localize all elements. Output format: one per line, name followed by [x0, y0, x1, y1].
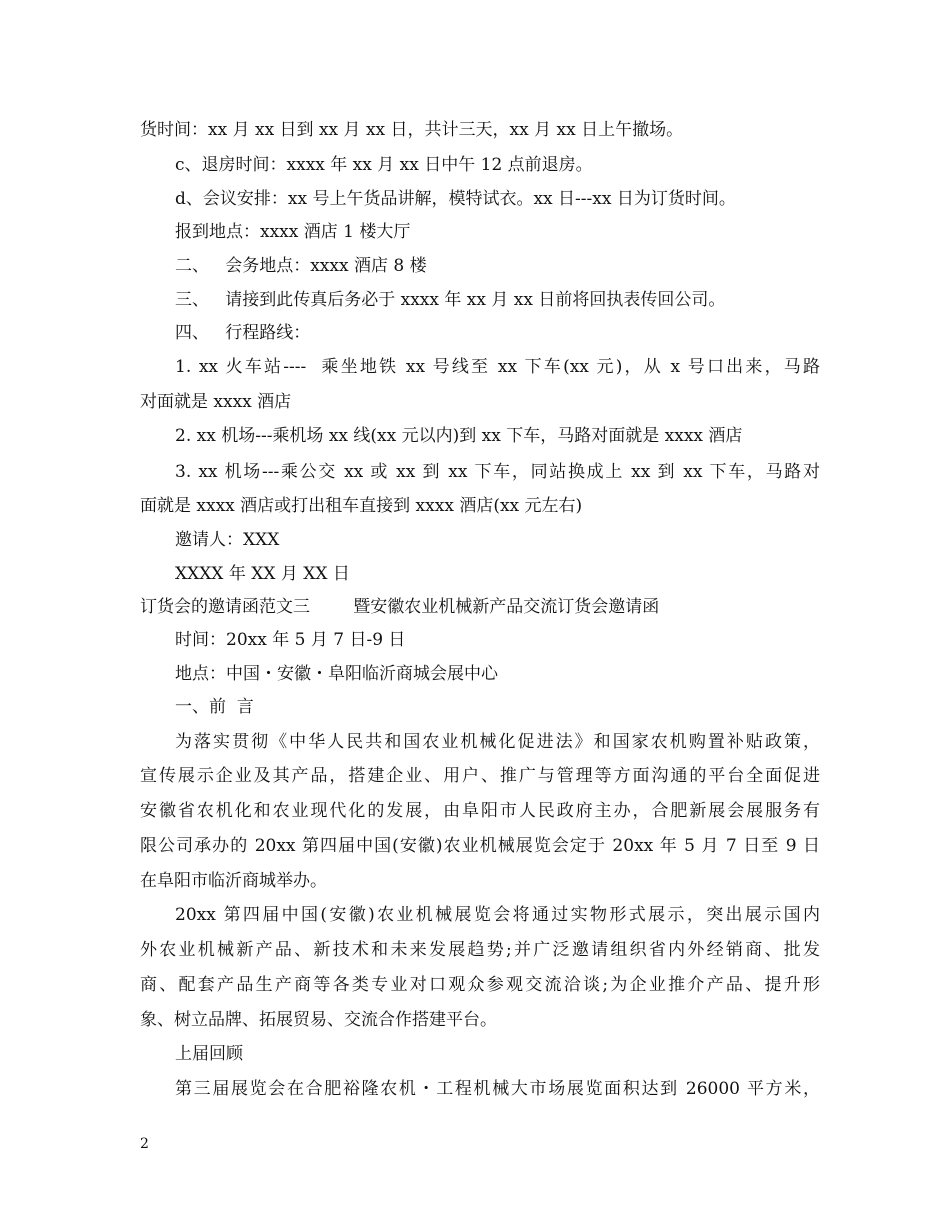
text-line: 宣传展示企业及其产品，搭建企业、用户、推广与管理等方面沟通的平台全面促进: [140, 766, 820, 786]
section-title: 订货会的邀请函范文三 暨安徽农业机械新产品交流订货会邀请函: [140, 597, 660, 617]
text-line: 地点：中国・安徽・阜阳临沂商城会展中心: [175, 664, 498, 684]
text-line: 限公司承办的 20xx 第四届中国(安徽)农业机械展览会定于 20xx 年 5 月 7 日至 9 日: [140, 836, 820, 856]
text-line: 第三届展览会在合肥裕隆农机・工程机械大市场展览面积达到 26000 平方米，: [175, 1079, 820, 1099]
text-line: 面就是 xxxx 酒店或打出租车直接到 xxxx 酒店(xx 元左右): [140, 496, 583, 516]
text-line: 邀请人：XXX: [175, 530, 280, 550]
text-line: 二、 会务地点：xxxx 酒店 8 楼: [175, 256, 427, 276]
text-line: c、退房时间：xxxx 年 xx 月 xx 日中午 12 点前退房。: [175, 155, 593, 175]
text-line: 外农业机械新产品、新技术和未来发展趋势;并广泛邀请组织省内外经销商、批发: [140, 940, 820, 960]
page-number: 2: [140, 1136, 149, 1152]
text-line: 时间：20xx 年 5 月 7 日-9 日: [175, 630, 406, 650]
text-line: 三、 请接到此传真后务必于 xxxx 年 xx 月 xx 日前将回执表传回公司。: [175, 290, 726, 310]
text-line: 货时间：xx 月 xx 日到 xx 月 xx 日，共计三天，xx 月 xx 日上午撤场。: [140, 120, 684, 140]
text-line: 为落实贯彻《中华人民共和国农业机械化促进法》和国家农机购置补贴政策，: [175, 732, 820, 752]
text-line: 四、 行程路线：: [175, 323, 311, 343]
text-line: 1. xx 火车站---- 乘坐地铁 xx 号线至 xx 下车(xx 元)，从 x 号口出来，马路: [175, 357, 820, 377]
text-line: 3. xx 机场---乘公交 xx 或 xx 到 xx 下车，同站换成上 xx 到 xx 下车，马路对: [175, 462, 820, 482]
text-line: d、会议安排：xx 号上午货品讲解，模特试衣。xx 日---xx 日为订货时间。: [175, 189, 736, 209]
text-line: 商、配套产品生产商等各类专业对口观众参观交流洽谈;为企业推介产品、提升形: [140, 975, 820, 995]
text-line: 安徽省农机化和农业现代化的发展，由阜阳市人民政府主办，合肥新展会展服务有: [140, 801, 820, 821]
text-line: XXXX 年 XX 月 XX 日: [175, 564, 350, 584]
text-line: 一、前 言: [175, 697, 254, 717]
text-line: 象、树立品牌、拓展贸易、交流合作搭建平台。: [140, 1010, 497, 1030]
text-line: 对面就是 xxxx 酒店: [140, 392, 292, 412]
text-line: 报到地点：xxxx 酒店 1 楼大厅: [175, 222, 411, 242]
text-line: 上届回顾: [175, 1044, 243, 1064]
text-line: 2. xx 机场---乘机场 xx 线(xx 元以内)到 xx 下车，马路对面就是 xxxx 酒店: [175, 426, 743, 446]
text-line: 20xx 第四届中国(安徽)农业机械展览会将通过实物形式展示，突出展示国内: [175, 905, 820, 925]
text-line: 在阜阳市临沂商城举办。: [140, 871, 327, 891]
